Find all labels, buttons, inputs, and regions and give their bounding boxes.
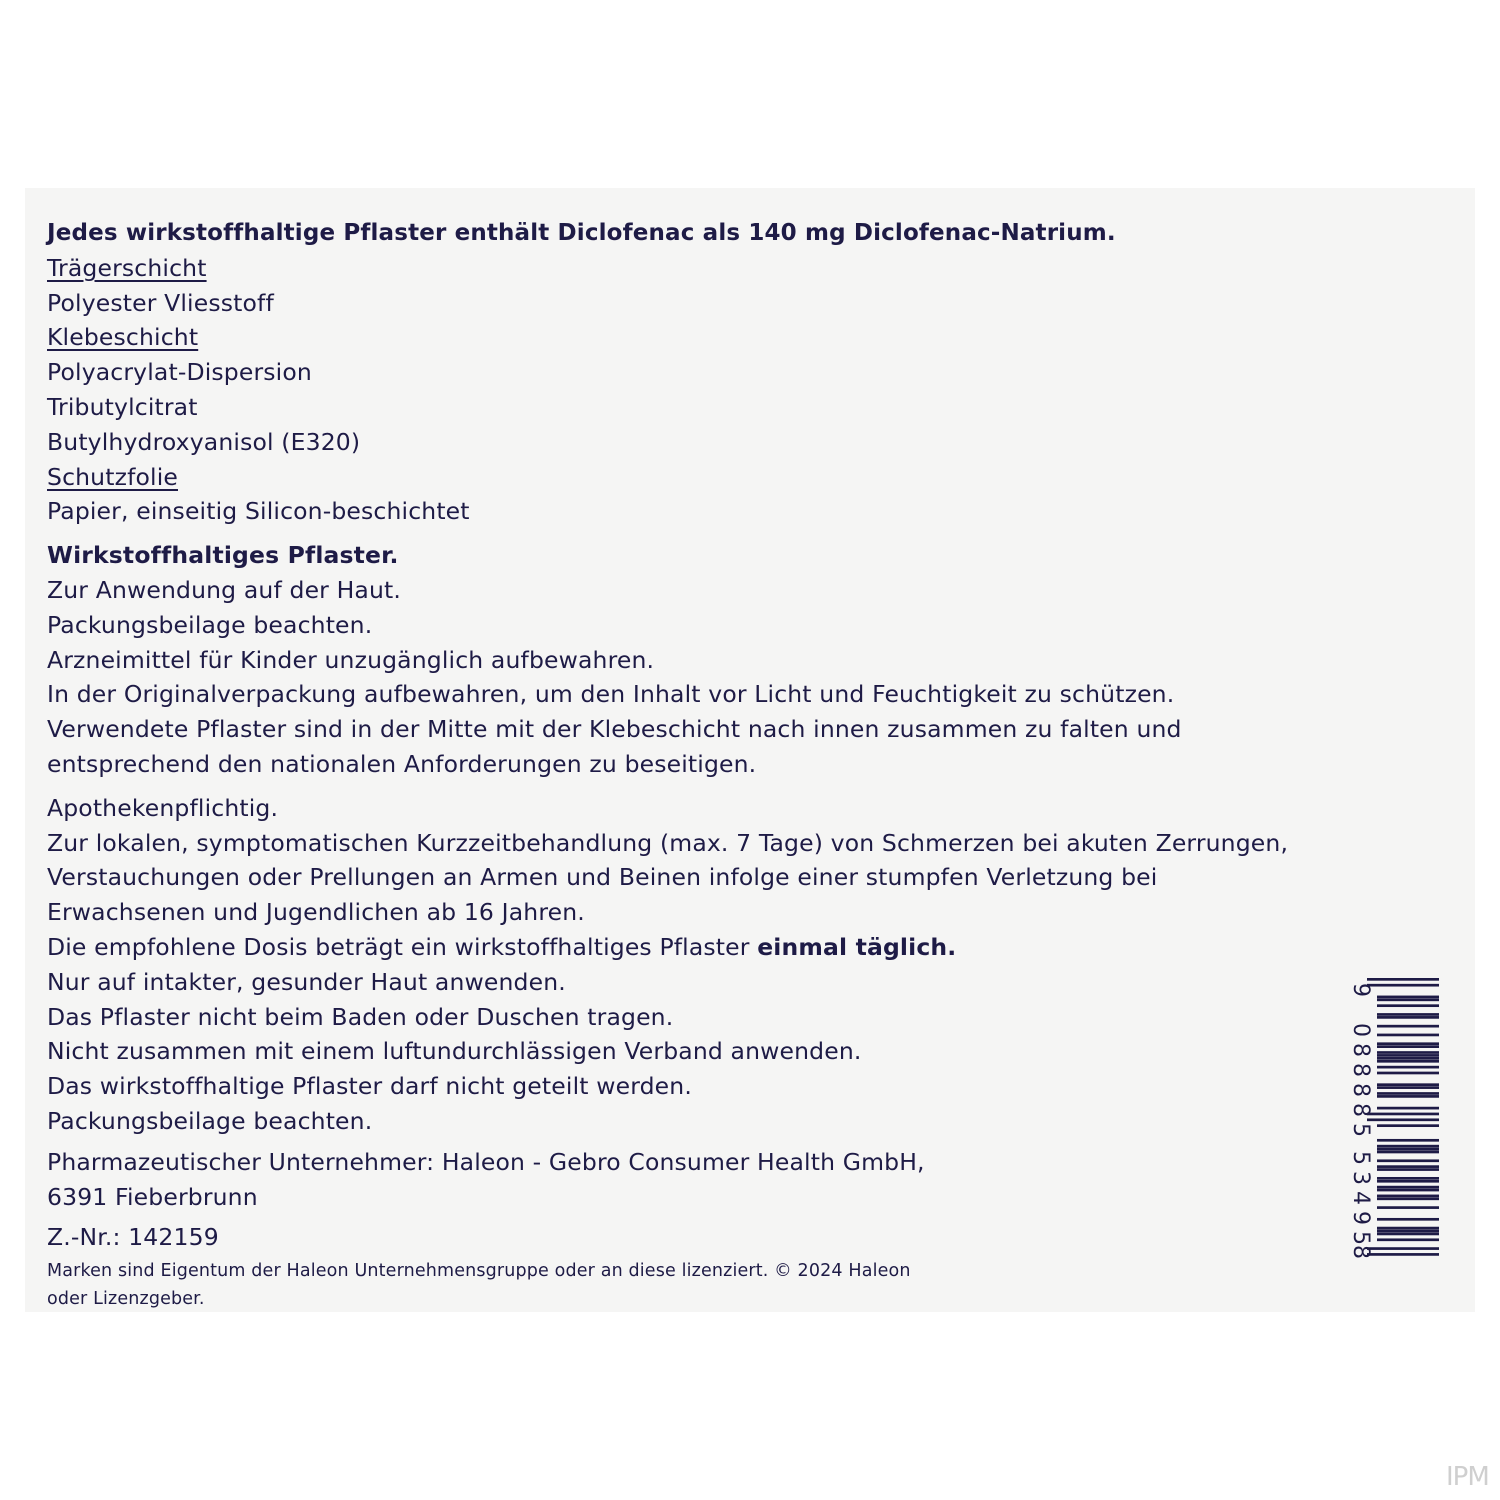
barcode-bar — [1377, 1218, 1439, 1221]
composition-item: Polyester Vliesstoff — [47, 288, 274, 317]
barcode-bar — [1377, 1083, 1439, 1086]
barcode-bar — [1367, 1118, 1439, 1121]
barcode-digit: 8 — [1348, 1083, 1373, 1097]
barcode-bar — [1367, 1247, 1439, 1250]
composition-heading-adhesive-layer: Klebeschicht — [47, 323, 199, 352]
barcode-bar — [1377, 1086, 1439, 1089]
barcode-digit: 8 — [1348, 1103, 1373, 1117]
pharmacy-only-title: Apothekenpflichtig. — [47, 793, 279, 822]
composition-heading-release-liner: Schutzfolie — [47, 462, 178, 491]
barcode-bar — [1377, 998, 1439, 1001]
barcode-bar — [1377, 1034, 1439, 1037]
usage-line: Das Pflaster nicht beim Baden oder Duschen tragen. — [47, 1002, 674, 1031]
composition-item: Papier, einseitig Silicon-beschichtet — [47, 497, 470, 526]
barcode-bar — [1377, 1145, 1439, 1148]
barcode-digit: 0 — [1348, 1023, 1373, 1037]
barcode-digit: 9 — [1348, 983, 1373, 997]
instruction-line: Verwendete Pflaster sind in der Mitte mit der Klebeschicht nach innen zusammen zu falten und — [47, 715, 1182, 744]
barcode-bar — [1377, 1186, 1439, 1189]
barcode-digit: 8 — [1348, 1063, 1373, 1077]
barcode-bar — [1377, 1238, 1439, 1241]
dosage-form-title: Wirkstoffhaltiges Pflaster. — [47, 541, 399, 570]
barcode-bar — [1377, 1168, 1439, 1171]
barcode-bar — [1377, 1107, 1439, 1110]
composition-item: Polyacrylat-Dispersion — [47, 358, 312, 387]
barcode-bar — [1367, 1113, 1439, 1116]
barcode-bar — [1377, 1054, 1439, 1057]
usage-line: Packungsbeilage beachten. — [47, 1106, 373, 1135]
barcode-bar — [1367, 984, 1439, 987]
barcode-bar — [1377, 1177, 1439, 1180]
indication-line: Verstauchungen oder Prellungen an Armen und Beinen infolge einer stumpfen Verletzung bei — [47, 863, 1158, 892]
barcode-bar — [1377, 1004, 1439, 1007]
instruction-line: Packungsbeilage beachten. — [47, 610, 373, 639]
barcode-digit: 9 — [1348, 1211, 1373, 1225]
barcode-digit: 4 — [1348, 1191, 1373, 1205]
barcode-bar — [1377, 1227, 1439, 1230]
indication-line: Zur lokalen, symptomatischen Kurzzeitbehandlung (max. 7 Tage) von Schmerzen bei akuten Zerrungen, — [47, 828, 1289, 857]
barcode-bar — [1377, 1195, 1439, 1198]
barcode-bar — [1377, 1233, 1439, 1236]
barcode-digit: 5 — [1348, 1231, 1373, 1245]
instruction-line: Arzneimittel für Kinder unzugänglich aufbewahren. — [47, 645, 655, 674]
barcode-digit: 8 — [1348, 1043, 1373, 1057]
usage-line: Das wirkstoffhaltige Pflaster darf nicht geteilt werden. — [47, 1072, 692, 1101]
barcode-bar — [1377, 1042, 1439, 1045]
composition-heading-backing-layer: Trägerschicht — [47, 253, 207, 282]
barcode-bar — [1377, 1072, 1439, 1075]
barcode-bar — [1377, 1151, 1439, 1154]
barcode-bar — [1377, 1060, 1439, 1063]
package-text — [47, 216, 1347, 1313]
marketing-authorisation-holder: Pharmazeutischer Unternehmer: Haleon - Gebro Consumer Health GmbH, — [47, 1147, 925, 1176]
barcode-bar — [1377, 1013, 1439, 1016]
barcode-digit: 5 — [1348, 1151, 1373, 1165]
barcode-bar — [1377, 1045, 1439, 1048]
dose-line — [47, 930, 1347, 965]
barcode-bar — [1377, 1139, 1439, 1142]
composition-item: Butylhydroxyanisol (E320) — [47, 427, 361, 456]
barcode-bar — [1377, 1066, 1439, 1069]
barcode-bar — [1377, 1025, 1439, 1028]
barcode-bar — [1377, 1016, 1439, 1019]
instruction-line: Zur Anwendung auf der Haut. — [47, 575, 402, 604]
instruction-line: In der Originalverpackung aufbewahren, um den Inhalt vor Licht und Feuchtigkeit zu schützen. — [47, 680, 1175, 709]
trademark-line: oder Lizenzgeber. — [47, 1289, 205, 1310]
barcode-bar — [1377, 1230, 1439, 1233]
trademark-line: Marken sind Eigentum der Haleon Unternehmensgruppe oder an diese lizenziert. © 2024 Haleon — [47, 1261, 911, 1282]
barcode-bar — [1377, 1148, 1439, 1151]
trademark-notice — [47, 1257, 1347, 1313]
barcode-bar — [1367, 978, 1439, 981]
barcode-bar — [1377, 1051, 1439, 1054]
barcode-bar — [1377, 1124, 1439, 1127]
barcode-digit: 8 — [1348, 1245, 1373, 1259]
instruction-line: entsprechend den nationalen Anforderungen zu beseitigen. — [47, 749, 757, 778]
usage-line: Nur auf intakter, gesunder Haut anwenden. — [47, 967, 566, 996]
indication-line: Erwachsenen und Jugendlichen ab 16 Jahren. — [47, 898, 585, 927]
active-ingredient-statement: Jedes wirkstoffhaltige Pflaster enthält Diclofenac als 140 mg Diclofenac-Natrium. — [47, 220, 1116, 246]
barcode-bar — [1377, 1165, 1439, 1168]
barcode-bar — [1377, 1095, 1439, 1098]
usage-line: Nicht zusammen mit einem luftundurchlässigen Verband anwenden. — [47, 1037, 862, 1066]
holder-address: 6391 Fieberbrunn — [47, 1182, 258, 1211]
barcode-bar — [1377, 1180, 1439, 1183]
registration-number: Z.-Nr.: 142159 — [47, 1223, 219, 1252]
composition-item: Tributylcitrat — [47, 392, 198, 421]
barcode-bar — [1377, 1057, 1439, 1060]
dose-frequency: einmal täglich. — [757, 932, 957, 961]
barcode-digits — [1347, 978, 1373, 1259]
barcode-bar — [1367, 1253, 1439, 1256]
barcode-bar — [1377, 1189, 1439, 1192]
barcode-digit: 5 — [1348, 1123, 1373, 1137]
packaging-panel — [25, 188, 1475, 1312]
barcode-bar — [1377, 996, 1439, 999]
barcode-bar — [1377, 1092, 1439, 1095]
watermark-logo: IPM — [1446, 1462, 1489, 1492]
barcode-digit: 3 — [1348, 1171, 1373, 1185]
barcode-bar — [1377, 1159, 1439, 1162]
dose-text: Die empfohlene Dosis beträgt ein wirkstoffhaltiges Pflaster — [47, 932, 758, 961]
barcode-bar — [1377, 1206, 1439, 1209]
barcode-bar — [1377, 1197, 1439, 1200]
